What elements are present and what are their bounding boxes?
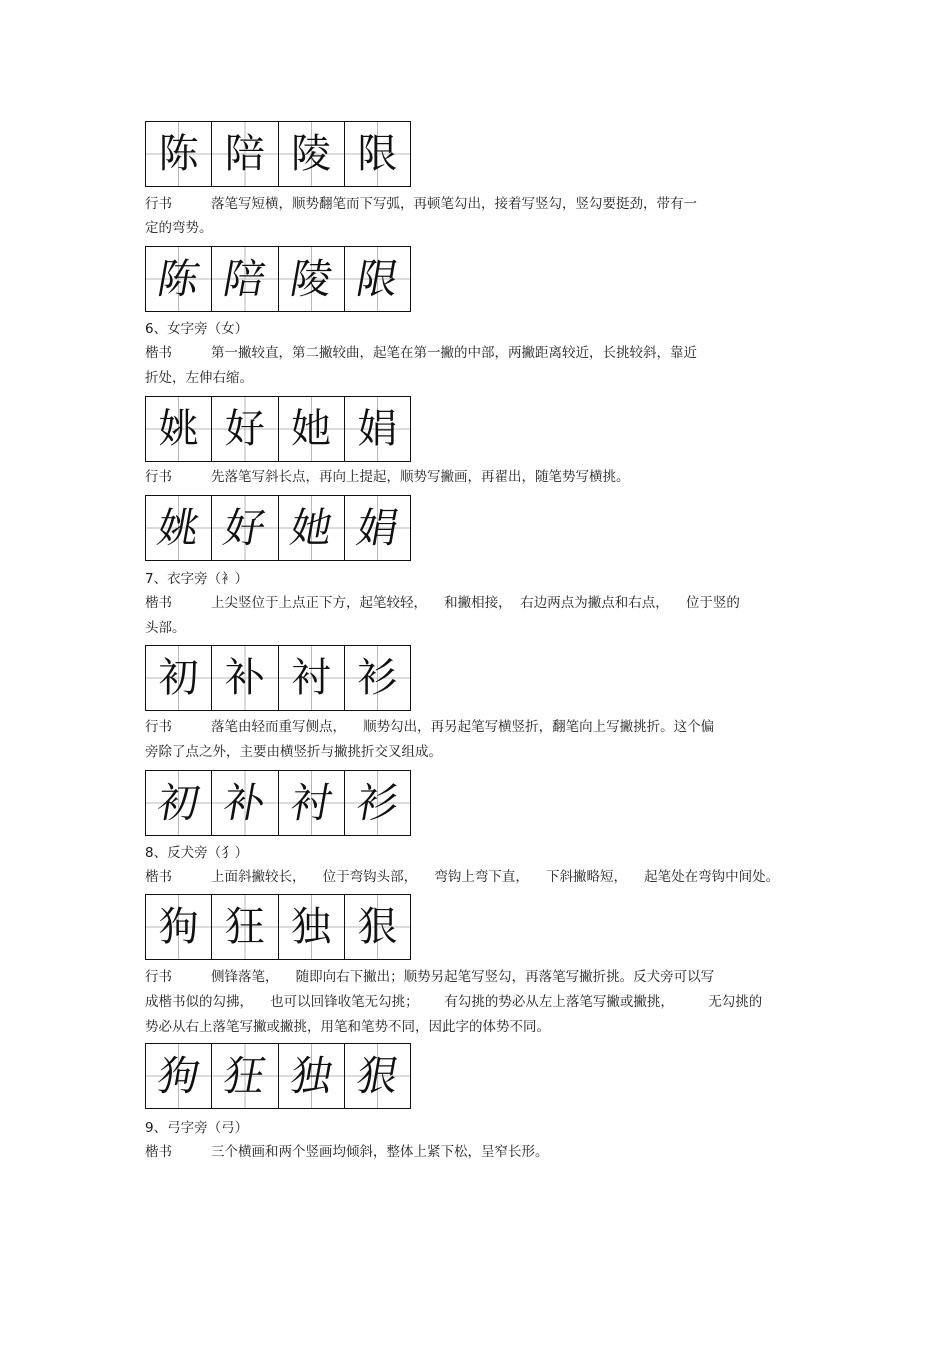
- grid-cell: [212, 895, 278, 959]
- character-grid-yao-hao-ta-juan-xingshu: [145, 495, 411, 561]
- section-heading: 7、衣字旁（衤）: [145, 571, 249, 587]
- description-text: 先落笔写斜长点，再向上提起，顺势写撇画，再翟出，随笔势写横挑。: [211, 469, 630, 485]
- calligraphy-character: 娟: [357, 406, 398, 452]
- calligraphy-character: 限: [352, 254, 403, 303]
- calligraphy-character: 陈: [153, 254, 204, 303]
- grid-cell: [345, 397, 410, 461]
- calligraphy-character: 陪: [220, 254, 270, 303]
- calligraphy-character: 独: [286, 1051, 336, 1100]
- description-line: [145, 369, 253, 387]
- grid-cell: [345, 646, 410, 710]
- grid-cell: [279, 397, 345, 461]
- grid-cell: [279, 496, 345, 560]
- character-grid-chen-pei-ling-xian-xingshu: [145, 246, 411, 312]
- calligraphy-character: 狂: [220, 1051, 270, 1100]
- description-line: [145, 993, 762, 1011]
- description-line: [145, 594, 740, 612]
- grid-cell: [279, 122, 345, 186]
- style-label: 楷书: [145, 869, 172, 885]
- style-label: 行书: [145, 969, 172, 985]
- character-grid-chen-pei-ling-xian-kaishu: [145, 121, 411, 187]
- calligraphy-character: 初: [153, 778, 204, 827]
- character-grid-yao-hao-ta-juan-kaishu: [145, 396, 411, 462]
- description-line: [145, 968, 714, 986]
- character-grid-gou-kuang-du-hen-xingshu: [145, 1043, 411, 1109]
- description-text: 侧锋落笔， 随即向右下撇出；顺势另起笔写竖勾，再落笔写撇折挑。反犬旁可以写: [211, 969, 715, 985]
- description-line: [145, 1018, 550, 1036]
- calligraphy-character: 好: [224, 406, 265, 452]
- calligraphy-character: 陵: [286, 254, 336, 303]
- style-label: 行书: [145, 469, 172, 485]
- calligraphy-character: 狗: [153, 1051, 204, 1100]
- description-text: 上面斜撇较长， 位于弯钩头部， 弯钩上弯下直， 下斜撇略短， 起笔处在弯钩中间处。: [211, 869, 780, 885]
- calligraphy-character: 独: [291, 904, 332, 950]
- grid-cell: [345, 771, 410, 835]
- description-line: [145, 743, 442, 761]
- calligraphy-character: 姚: [153, 503, 204, 552]
- calligraphy-character: 狠: [352, 1051, 403, 1100]
- grid-cell: [345, 1044, 410, 1108]
- calligraphy-character: 陈: [158, 131, 199, 177]
- description-text: 定的弯势。: [145, 220, 213, 236]
- description-text: 落笔由轻而重写侧点， 顺势勾出，再另起笔写横竖折，翻笔向上写撇挑折。这个偏: [211, 719, 715, 735]
- style-label: 楷书: [145, 1144, 172, 1160]
- calligraphy-character: 衫: [352, 778, 403, 827]
- grid-cell: [212, 247, 278, 311]
- description-line: [145, 718, 714, 736]
- character-grid-chu-bu-chen-shan-kaishu: [145, 645, 411, 711]
- grid-cell: [345, 496, 410, 560]
- description-text: 旁除了点之外，主要由横竖折与撇挑折交叉组成。: [145, 744, 442, 760]
- grid-cell: [212, 122, 278, 186]
- description-line: [145, 1143, 549, 1161]
- grid-cell: [279, 646, 345, 710]
- style-label: 楷书: [145, 595, 172, 611]
- grid-cell: [212, 1044, 278, 1108]
- grid-cell: [212, 771, 278, 835]
- character-grid-chu-bu-chen-shan-xingshu: [145, 770, 411, 836]
- description-text: 头部。: [145, 620, 186, 636]
- grid-cell: [279, 771, 345, 835]
- description-text: 第一撇较直，第二撇较曲，起笔在第一撇的中部，两撇距离较近，长挑较斜，靠近: [211, 345, 697, 361]
- description-text: 落笔写短横，顺势翻笔而下写弧，再顿笔勾出，接着写竖勾，竖勾要挺劲，带有一: [211, 196, 697, 212]
- grid-cell: [212, 397, 278, 461]
- calligraphy-character: 限: [357, 131, 398, 177]
- calligraphy-character: 她: [291, 406, 332, 452]
- grid-cell: [146, 496, 212, 560]
- calligraphy-character: 初: [158, 655, 199, 701]
- calligraphy-character: 娟: [352, 503, 403, 552]
- description-line: [145, 619, 186, 637]
- description-line: [145, 344, 697, 362]
- grid-cell: [279, 247, 345, 311]
- calligraphy-character: 陪: [224, 131, 265, 177]
- description-line: [145, 195, 697, 213]
- description-line: [145, 468, 630, 486]
- grid-cell: [345, 895, 410, 959]
- description-text: 势必从右上落笔写撇或撇挑，用笔和笔势不同，因此字的体势不同。: [145, 1019, 550, 1035]
- character-grid-gou-kuang-du-hen-kaishu: [145, 894, 411, 960]
- calligraphy-character: 狠: [357, 904, 398, 950]
- calligraphy-character: 衫: [357, 655, 398, 701]
- section-heading: 8、反犬旁（犭）: [145, 845, 249, 861]
- section-heading: 6、女字旁（女）: [145, 321, 249, 337]
- description-text: 上尖竖位于上点正下方，起笔较轻， 和撇相接， 右边两点为撇点和右点， 位于竖的: [211, 595, 740, 611]
- calligraphy-character: 补: [220, 778, 270, 827]
- grid-cell: [279, 895, 345, 959]
- calligraphy-character: 狂: [224, 904, 265, 950]
- description-line: [145, 868, 779, 886]
- grid-cell: [279, 1044, 345, 1108]
- grid-cell: [345, 122, 410, 186]
- grid-cell: [146, 1044, 212, 1108]
- calligraphy-character: 好: [220, 503, 270, 552]
- grid-cell: [212, 496, 278, 560]
- grid-cell: [345, 247, 410, 311]
- section-heading: 9、弓字旁（弓）: [145, 1120, 249, 1136]
- calligraphy-character: 狗: [158, 904, 199, 950]
- style-label: 行书: [145, 196, 172, 212]
- calligraphy-character: 补: [224, 655, 265, 701]
- style-label: 行书: [145, 719, 172, 735]
- calligraphy-character: 陵: [291, 131, 332, 177]
- calligraphy-character: 衬: [286, 778, 336, 827]
- calligraphy-character: 衬: [291, 655, 332, 701]
- grid-cell: [212, 646, 278, 710]
- grid-cell: [146, 771, 212, 835]
- grid-cell: [146, 122, 212, 186]
- calligraphy-character: 姚: [158, 406, 199, 452]
- style-label: 楷书: [145, 345, 172, 361]
- description-text: 折处，左伸右缩。: [145, 370, 253, 386]
- grid-cell: [146, 247, 212, 311]
- grid-cell: [146, 397, 212, 461]
- description-line: [145, 219, 213, 237]
- description-text: 三个横画和两个竖画均倾斜，整体上紧下松，呈窄长形。: [211, 1144, 549, 1160]
- grid-cell: [146, 646, 212, 710]
- calligraphy-character: 她: [286, 503, 336, 552]
- description-text: 成楷书似的勾拂， 也可以回锋收笔无勾挑； 有勾挑的势必从左上落笔写撇或撇挑， 无勾挑的: [145, 994, 763, 1010]
- grid-cell: [146, 895, 212, 959]
